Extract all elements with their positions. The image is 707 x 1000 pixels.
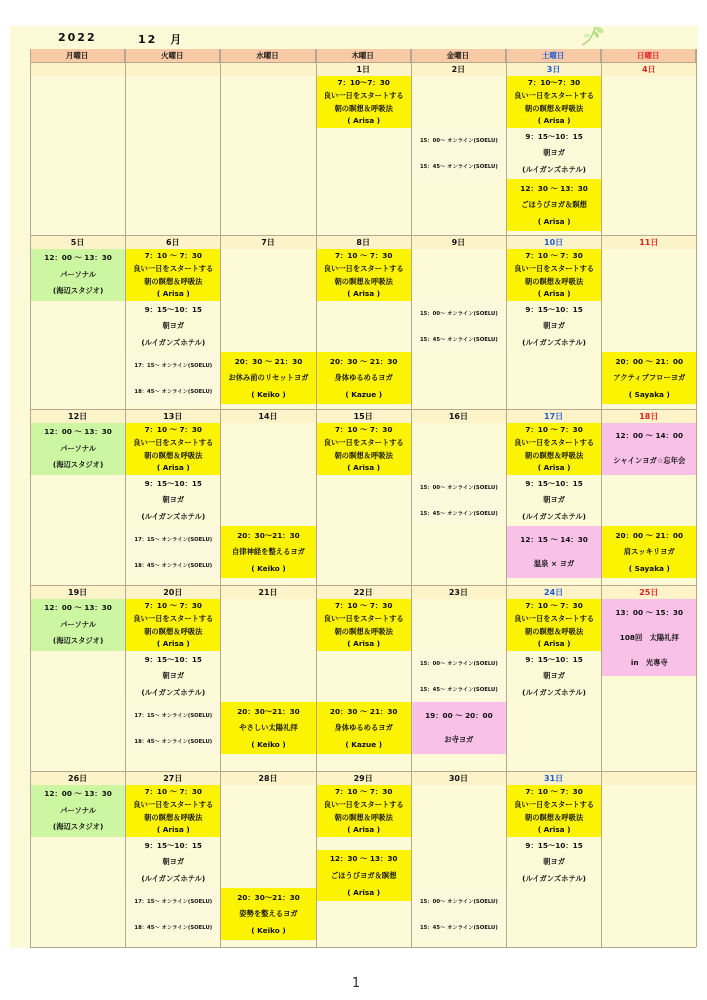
- day-number: [220, 63, 315, 76]
- event-block: [507, 179, 601, 231]
- event-text: 7：10～7：30: [337, 78, 390, 88]
- event-text: (ルイガンズホテル): [141, 511, 206, 521]
- event-text: 18：45～ オンライン(SOELU): [134, 738, 213, 745]
- event-text: (海辺スタジオ): [52, 286, 104, 296]
- event-text: 18：45～ オンライン(SOELU): [134, 562, 213, 569]
- event-text: 12：30 ～ 13：30: [329, 853, 398, 863]
- event-text: 12：00 ～ 14：00: [615, 431, 684, 441]
- event-text: シャインヨガ☆忘年会: [613, 456, 686, 466]
- event-text: パーソナル: [60, 619, 96, 629]
- event-block: [317, 249, 411, 301]
- event-block: [126, 475, 220, 527]
- leaf-decoration-icon: [579, 24, 607, 48]
- event-text: 20：30 ～ 21：30: [329, 706, 398, 716]
- day-number: 4日: [601, 63, 696, 76]
- online-class-slot: [412, 914, 506, 940]
- event-text: 7：10 ～ 7：30: [334, 601, 393, 611]
- event-text: 7：10 ～ 7：30: [334, 787, 393, 797]
- event-block: [602, 352, 696, 404]
- event-text: 12：15 ～ 14：30: [520, 534, 588, 544]
- event-text: 朝の瞑想＆呼吸法: [524, 276, 584, 286]
- event-text: 朝の瞑想＆呼吸法: [334, 626, 393, 636]
- event-text: 13：00 ～ 15：30: [615, 607, 684, 617]
- event-block: [507, 651, 601, 703]
- event-text: 7：10 ～ 7：30: [525, 251, 583, 261]
- event-text: 20：00 ～ 21：00: [615, 530, 684, 540]
- event-block: [602, 599, 696, 676]
- day-number: 18日: [601, 410, 696, 423]
- event-text: ( Arisa ): [347, 639, 381, 649]
- event-text: ( Kazue ): [345, 740, 383, 750]
- event-text: 朝ヨガ: [543, 857, 566, 867]
- event-text: 9：15～10：15: [525, 478, 583, 488]
- event-text: 身体ゆるめるヨガ: [334, 373, 393, 383]
- day-number: 26日: [30, 772, 125, 785]
- event-text: 肩スッキリヨガ: [623, 547, 675, 557]
- event-text: 19：00 ～ 20：00: [425, 710, 493, 720]
- event-text: (ルイガンズホテル): [522, 873, 587, 883]
- event-text: 良い一日をスタートする: [323, 263, 404, 273]
- event-text: 15：00～ オンライン(SOELU): [420, 899, 498, 906]
- event-block: [507, 475, 601, 527]
- event-block: [221, 526, 315, 578]
- event-text: in 光專寺: [630, 657, 668, 667]
- online-class-slot: [412, 651, 506, 677]
- grid-bottom-border: [30, 947, 696, 948]
- event-text: 15：00～ オンライン(SOELU): [420, 485, 498, 492]
- event-text: ( Kazue ): [345, 390, 383, 400]
- event-text: ( Arisa ): [537, 116, 571, 126]
- event-text: 身体ゆるめるヨガ: [334, 723, 393, 733]
- event-text: 17：15～ オンライン(SOELU): [134, 363, 213, 370]
- weekday-header-2: 水曜日: [220, 49, 315, 62]
- event-block: [31, 249, 125, 301]
- event-text: 9：15～10：15: [144, 840, 202, 850]
- event-text: 7：10 ～ 7：30: [144, 251, 202, 261]
- event-text: 9：15～10：15: [525, 840, 583, 850]
- event-text: 姿勢を整えるヨガ: [239, 909, 298, 919]
- event-text: 7：10 ～ 7：30: [144, 787, 202, 797]
- event-text: 良い一日をスタートする: [514, 263, 595, 273]
- event-block: [221, 888, 315, 940]
- event-text: 朝ヨガ: [543, 495, 566, 505]
- event-text: ( Arisa ): [537, 217, 571, 227]
- event-text: 自律神経を整えるヨガ: [232, 547, 305, 557]
- event-text: 朝の瞑想＆呼吸法: [524, 450, 584, 460]
- event-text: ( Arisa ): [347, 289, 381, 299]
- day-number: 6日: [125, 236, 220, 249]
- day-number: [30, 63, 125, 76]
- event-block: [221, 702, 315, 754]
- event-text: (ルイガンズホテル): [522, 337, 587, 347]
- event-block: [126, 599, 220, 651]
- event-text: ( Arisa ): [156, 463, 190, 473]
- column-divider: [220, 49, 221, 947]
- day-number: 12日: [30, 410, 125, 423]
- event-text: 20：30 ～ 21：30: [329, 356, 398, 366]
- event-text: ( Arisa ): [156, 825, 190, 835]
- event-text: 18：45～ オンライン(SOELU): [134, 388, 213, 395]
- online-class-slot: [126, 914, 220, 940]
- event-text: 良い一日をスタートする: [133, 263, 214, 273]
- weekday-header-0: 月曜日: [30, 49, 125, 62]
- event-text: 良い一日をスタートする: [514, 437, 595, 447]
- online-class-slot: [412, 301, 506, 327]
- event-text: 7：10 ～ 7：30: [144, 425, 202, 435]
- event-block: [317, 352, 411, 404]
- event-text: ( Keiko ): [251, 926, 286, 936]
- event-text: 18：45～ オンライン(SOELU): [134, 924, 213, 931]
- day-number: 16日: [411, 410, 506, 423]
- day-number: 11日: [601, 236, 696, 249]
- online-class-slot: [412, 475, 506, 501]
- event-text: 9：15～10：15: [525, 654, 583, 664]
- event-text: 朝ヨガ: [543, 148, 566, 158]
- online-class-slot: [126, 888, 220, 914]
- event-text: 108回 太陽礼拝: [619, 632, 679, 642]
- calendar-month: 12 月: [138, 33, 184, 46]
- day-number: 31日: [506, 772, 601, 785]
- day-number: 9日: [411, 236, 506, 249]
- event-text: 15：00～ オンライン(SOELU): [420, 311, 498, 318]
- event-text: ( Arisa ): [537, 639, 571, 649]
- event-text: 12：30 ～ 13：30: [520, 183, 588, 193]
- day-number: 10日: [506, 236, 601, 249]
- event-text: 15：45～ オンライン(SOELU): [420, 164, 498, 171]
- event-block: [317, 76, 411, 128]
- event-text: ( Sayaka ): [628, 564, 670, 574]
- online-class-slot: [412, 888, 506, 914]
- day-number: 24日: [506, 586, 601, 599]
- event-text: 9：15～10：15: [144, 304, 202, 314]
- page-number: 1: [351, 976, 361, 991]
- event-block: [317, 599, 411, 651]
- event-text: 朝の瞑想＆呼吸法: [334, 450, 393, 460]
- day-number: 5日: [30, 236, 125, 249]
- event-text: 7：10 ～ 7：30: [144, 601, 202, 611]
- online-class-slot: [126, 378, 220, 404]
- event-text: 12：00 ～ 13：30: [44, 427, 112, 437]
- calendar-year: 2022: [58, 31, 97, 44]
- event-text: 20：30～21：30: [237, 892, 300, 902]
- event-text: 良い一日をスタートする: [514, 90, 595, 100]
- weekday-header-5: 土曜日: [506, 49, 601, 62]
- weekday-header-6: 日曜日: [601, 49, 696, 62]
- event-text: 7：10 ～ 7：30: [525, 601, 583, 611]
- event-text: (海辺スタジオ): [52, 460, 104, 470]
- event-text: 7：10 ～ 7：30: [525, 787, 583, 797]
- event-block: [317, 785, 411, 837]
- event-block: [31, 423, 125, 475]
- column-divider: [601, 49, 602, 947]
- event-block: [31, 785, 125, 837]
- weekday-header-3: 木曜日: [316, 49, 411, 62]
- event-text: 朝の瞑想＆呼吸法: [524, 103, 584, 113]
- event-text: (ルイガンズホテル): [522, 164, 587, 174]
- event-text: 朝の瞑想＆呼吸法: [334, 103, 393, 113]
- event-text: 良い一日をスタートする: [133, 799, 214, 809]
- event-text: (ルイガンズホテル): [141, 337, 206, 347]
- event-text: 7：10 ～ 7：30: [525, 425, 583, 435]
- day-number: 29日: [316, 772, 411, 785]
- event-block: [31, 599, 125, 651]
- event-text: ( Arisa ): [347, 825, 381, 835]
- event-block: [317, 423, 411, 475]
- day-number: 17日: [506, 410, 601, 423]
- event-text: 9：15～10：15: [144, 478, 202, 488]
- event-block: [602, 423, 696, 475]
- event-text: 朝の瞑想＆呼吸法: [334, 276, 393, 286]
- event-text: 良い一日をスタートする: [133, 613, 214, 623]
- event-text: 7：10 ～ 7：30: [334, 425, 393, 435]
- event-block: [507, 76, 601, 128]
- event-block: [507, 526, 601, 578]
- event-text: 15：45～ オンライン(SOELU): [420, 687, 498, 694]
- online-class-slot: [126, 552, 220, 578]
- online-class-slot: [126, 702, 220, 728]
- event-text: ごほうびヨガ＆瞑想: [521, 200, 587, 210]
- weekday-header-1: 火曜日: [125, 49, 220, 62]
- day-number: [125, 63, 220, 76]
- online-class-slot: [412, 326, 506, 352]
- event-text: ( Arisa ): [347, 463, 381, 473]
- day-number: 1日: [316, 63, 411, 76]
- event-text: ( Keiko ): [251, 740, 286, 750]
- online-class-slot: [126, 728, 220, 754]
- event-text: やさしい太陽礼拝: [239, 723, 298, 733]
- online-class-slot: [126, 352, 220, 378]
- online-class-slot: [126, 526, 220, 552]
- event-text: 15：45～ オンライン(SOELU): [420, 511, 498, 518]
- day-number: 7日: [220, 236, 315, 249]
- event-text: 朝ヨガ: [162, 671, 185, 681]
- event-text: 12：00 ～ 13：30: [44, 253, 112, 263]
- event-text: 17：15～ オンライン(SOELU): [134, 713, 213, 720]
- event-text: 9：15～10：15: [144, 654, 202, 664]
- event-text: 朝の瞑想＆呼吸法: [524, 812, 584, 822]
- event-text: 朝の瞑想＆呼吸法: [144, 626, 203, 636]
- event-block: [507, 599, 601, 651]
- event-text: 15：45～ オンライン(SOELU): [420, 924, 498, 931]
- event-text: 朝ヨガ: [543, 671, 566, 681]
- event-block: [507, 785, 601, 837]
- day-number: 25日: [601, 586, 696, 599]
- day-number: 15日: [316, 410, 411, 423]
- event-text: ( Keiko ): [251, 390, 286, 400]
- event-text: 朝の瞑想＆呼吸法: [144, 450, 203, 460]
- event-text: 朝ヨガ: [162, 495, 185, 505]
- event-text: お休み前のリセットヨガ: [228, 373, 309, 383]
- event-block: [317, 850, 411, 902]
- day-number: [601, 772, 696, 785]
- event-text: 朝ヨガ: [543, 321, 566, 331]
- day-number: 13日: [125, 410, 220, 423]
- event-text: 良い一日をスタートする: [323, 437, 404, 447]
- online-class-slot: [412, 676, 506, 702]
- event-text: ( Arisa ): [537, 463, 571, 473]
- event-text: 17：15～ オンライン(SOELU): [134, 899, 213, 906]
- event-text: 良い一日をスタートする: [133, 437, 214, 447]
- event-block: [507, 423, 601, 475]
- event-block: [126, 837, 220, 889]
- event-text: ( Arisa ): [156, 639, 190, 649]
- event-text: 良い一日をスタートする: [323, 799, 404, 809]
- day-number: 3日: [506, 63, 601, 76]
- event-text: パーソナル: [60, 805, 96, 815]
- online-class-slot: [412, 153, 506, 179]
- event-text: 朝ヨガ: [162, 857, 185, 867]
- event-text: 15：00～ オンライン(SOELU): [420, 661, 498, 668]
- event-block: [507, 301, 601, 353]
- event-text: 良い一日をスタートする: [514, 613, 595, 623]
- event-text: ( Arisa ): [537, 825, 571, 835]
- event-block: [317, 702, 411, 754]
- day-number: 27日: [125, 772, 220, 785]
- day-number: 8日: [316, 236, 411, 249]
- event-text: 15：45～ オンライン(SOELU): [420, 337, 498, 344]
- event-block: [507, 249, 601, 301]
- event-text: 12：00 ～ 13：30: [44, 603, 112, 613]
- event-text: 20：00 ～ 21：00: [615, 356, 684, 366]
- event-block: [221, 352, 315, 404]
- online-class-slot: [412, 500, 506, 526]
- event-text: アクティブフローヨガ: [613, 373, 686, 383]
- event-text: 9：15～10：15: [525, 131, 583, 141]
- day-number: 14日: [220, 410, 315, 423]
- event-text: ごほうびヨガ＆瞑想: [330, 870, 397, 880]
- event-block: [126, 301, 220, 353]
- day-number: 23日: [411, 586, 506, 599]
- event-block: [507, 128, 601, 180]
- day-number: 20日: [125, 586, 220, 599]
- event-text: (ルイガンズホテル): [141, 687, 206, 697]
- event-text: パーソナル: [60, 443, 96, 453]
- event-text: 17：15～ オンライン(SOELU): [134, 537, 213, 544]
- event-text: 12：00 ～ 13：30: [44, 789, 112, 799]
- event-text: (ルイガンズホテル): [141, 873, 206, 883]
- event-text: 20：30～21：30: [237, 706, 300, 716]
- event-block: [412, 702, 506, 754]
- day-number: 21日: [220, 586, 315, 599]
- event-text: 良い一日をスタートする: [514, 799, 595, 809]
- day-number: 2日: [411, 63, 506, 76]
- event-text: 良い一日をスタートする: [323, 613, 404, 623]
- column-divider: [696, 49, 697, 947]
- event-block: [507, 837, 601, 889]
- event-text: パーソナル: [60, 269, 96, 279]
- event-block: [126, 249, 220, 301]
- event-text: (ルイガンズホテル): [522, 687, 587, 697]
- event-text: ( Sayaka ): [628, 390, 670, 400]
- event-text: 良い一日をスタートする: [323, 90, 404, 100]
- event-text: (ルイガンズホテル): [522, 511, 587, 521]
- event-text: 朝ヨガ: [162, 321, 185, 331]
- day-number: 28日: [220, 772, 315, 785]
- event-text: 7：10 ～ 7：30: [334, 251, 393, 261]
- event-text: 15：00～ オンライン(SOELU): [420, 138, 498, 145]
- event-text: (海辺スタジオ): [52, 822, 104, 832]
- event-block: [126, 785, 220, 837]
- event-text: 朝の瞑想＆呼吸法: [144, 276, 203, 286]
- event-text: (海辺スタジオ): [52, 636, 104, 646]
- day-number: 19日: [30, 586, 125, 599]
- event-text: 温泉 × ヨガ: [533, 559, 575, 569]
- event-text: 7：10～7：30: [527, 78, 581, 88]
- event-text: ( Arisa ): [537, 289, 571, 299]
- event-block: [602, 526, 696, 578]
- event-text: ( Keiko ): [251, 564, 286, 574]
- event-text: 朝の瞑想＆呼吸法: [144, 812, 203, 822]
- event-text: 朝の瞑想＆呼吸法: [524, 626, 584, 636]
- event-text: 朝の瞑想＆呼吸法: [334, 812, 393, 822]
- online-class-slot: [412, 128, 506, 154]
- event-block: [126, 651, 220, 703]
- event-text: 20：30 ～ 21：30: [234, 356, 303, 366]
- day-number: 22日: [316, 586, 411, 599]
- event-text: ( Arisa ): [347, 887, 381, 897]
- event-text: お寺ヨガ: [444, 735, 474, 745]
- event-text: ( Arisa ): [156, 289, 190, 299]
- event-block: [126, 423, 220, 475]
- weekday-header-4: 金曜日: [411, 49, 506, 62]
- event-text: 9：15～10：15: [525, 304, 583, 314]
- event-text: ( Arisa ): [347, 116, 381, 126]
- day-number: 30日: [411, 772, 506, 785]
- event-text: 20：30～21：30: [237, 530, 300, 540]
